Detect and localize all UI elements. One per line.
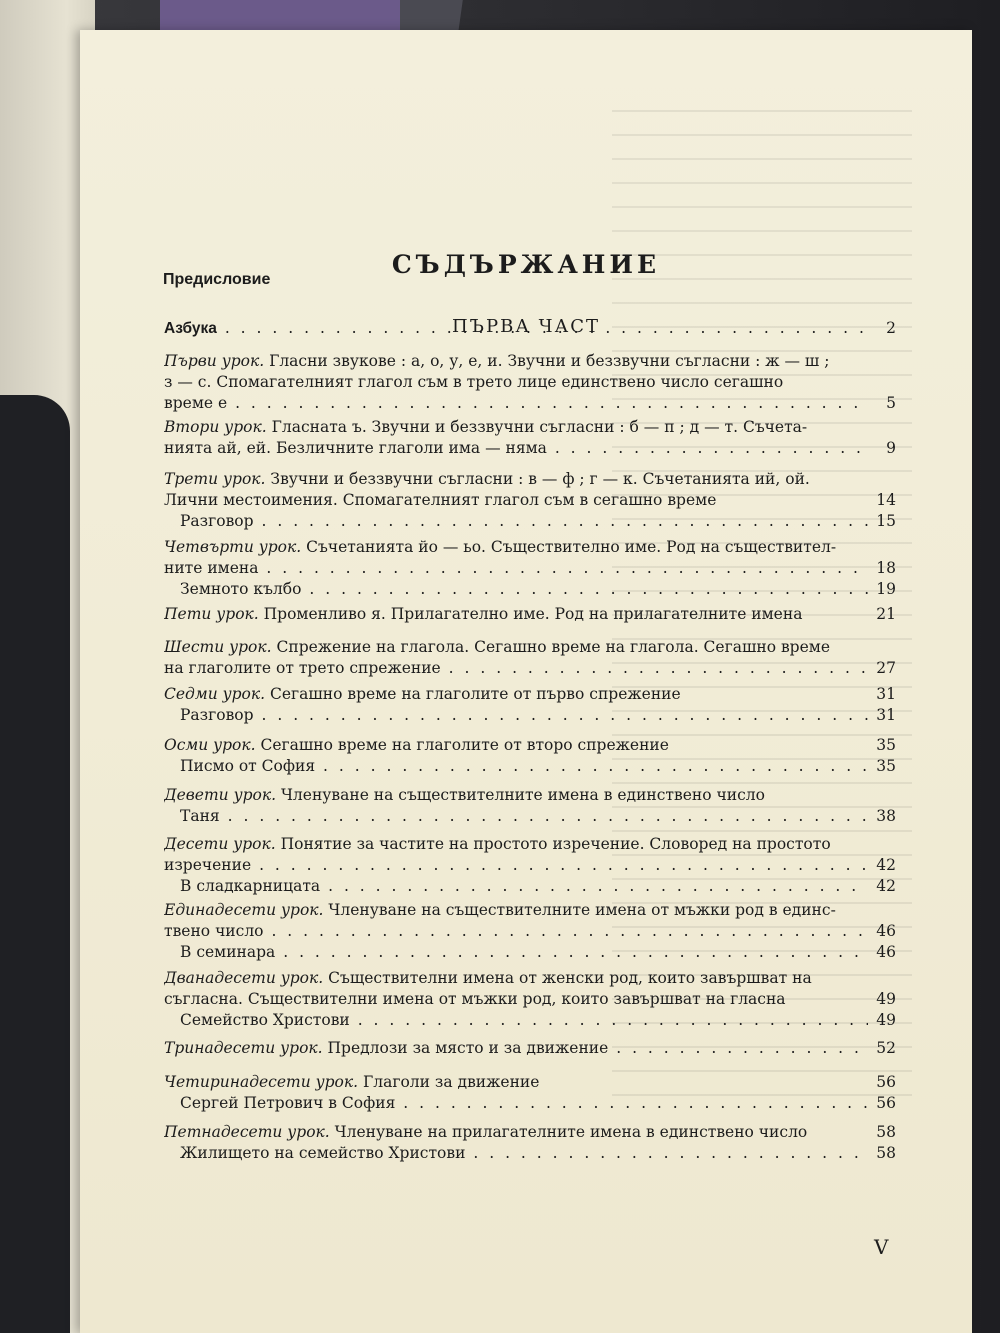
lesson-label: Дванадесети урок. [164,969,324,987]
toc-page-number: 31 [876,685,896,703]
lesson-description: В семинара [180,943,276,961]
lesson-description: Лични местоимения. Спомагателният глагол съм в сегашно време [164,491,717,509]
toc-line-text [180,757,868,775]
toc-line-text [180,706,868,724]
toc-line-text [180,1144,868,1162]
toc-line [164,876,868,897]
toc-line [164,735,868,756]
toc-page-number: 56 [876,1073,896,1091]
toc-entry [164,1072,868,1114]
lesson-label: Петнадесети урок. [164,1123,330,1141]
toc-line [164,318,868,339]
lesson-description: Членуване на съществителните имена от мъжки род в единс- [323,901,836,919]
toc-line [164,705,868,726]
toc-line-text [164,786,765,804]
toc-line [164,579,868,600]
lesson-description: Предлози за място и за движение [322,1039,609,1057]
toc-line [164,785,868,806]
toc-line [164,351,868,372]
toc-line [164,417,868,438]
toc-entry [164,785,868,827]
lesson-description: Сергей Петрович в София [180,1094,396,1112]
toc-entry [164,684,868,726]
lesson-description: съгласна. Съществителни имена от мъжки род, които завършват на гласна [164,990,786,1008]
toc-line-text [164,856,868,874]
toc-line [164,968,868,989]
toc-line [164,1010,868,1031]
toc-line-text [164,736,669,754]
toc-line-text [180,1011,868,1029]
toc-page-number: 18 [876,559,896,577]
page-number: V [874,1235,889,1259]
lesson-description: Жилището на семейство Христови [180,1144,466,1162]
toc-line-text [180,877,868,895]
toc-page-number: 58 [876,1123,896,1141]
lesson-description: Таня [180,807,220,825]
lesson-label: Пети урок. [164,605,259,623]
toc-page-number: 58 [876,1144,896,1162]
lesson-description: изречение [164,856,252,874]
toc-line-text [164,491,716,509]
toc-page-number: 9 [886,439,896,457]
toc-entry [164,900,868,963]
toc-line-text [164,373,783,391]
toc-entry [164,351,868,414]
toc-line-text [180,512,868,530]
toc-line [164,921,868,942]
toc-page-number: 15 [876,512,896,530]
toc-page-number: 5 [886,394,896,412]
lesson-description: ните имена [164,559,259,577]
toc-page-number: 38 [876,807,896,825]
toc-line [164,393,868,414]
toc-page-number: 52 [876,1039,896,1057]
lesson-description: Съчетанията йо — ьо. Съществително име. Род на съществител- [301,538,837,556]
toc-line [164,511,868,532]
lesson-description: Семейство Христови [180,1011,350,1029]
toc-line-text [164,659,868,677]
toc-page-number: 42 [876,856,896,874]
toc-page-number: 46 [876,922,896,940]
toc-line [164,1093,868,1114]
toc-entry [164,1038,868,1059]
lesson-label: Шести урок. [164,638,272,656]
toc-line-text [164,990,786,1008]
toc-page-number: 21 [876,605,896,623]
toc-line-text [164,559,868,577]
lesson-description: Разговор [180,512,254,530]
lesson-description: з — с. Спомагателният глагол съм в трето лице единствено число сегашно [164,373,784,391]
toc-line [164,637,868,658]
toc-entry [164,604,868,625]
toc-line-text [164,638,830,656]
lesson-description: твено число [164,922,264,940]
lesson-description: Сегашно време на глаголите от първо спрежение [265,685,681,703]
lesson-description: Сегашно време на глаголите от второ спрежение [255,736,669,754]
toc-page-number: 2 [886,319,896,337]
toc-line [164,1143,868,1164]
toc-entry [164,834,868,897]
toc-line [164,1122,868,1143]
toc-line [164,756,868,777]
page-title: СЪДЪРЖАНИЕ [391,250,661,279]
lesson-description: Разговор [180,706,254,724]
toc-line [164,684,868,705]
toc-page-number: 46 [876,943,896,961]
toc-page-number: 56 [876,1094,896,1112]
toc-line-text [164,1073,539,1091]
toc-line-text [164,470,810,488]
toc-entry [164,735,868,777]
toc-line [164,989,868,1010]
lesson-label: Четвърти урок. [164,538,302,556]
lesson-description: Понятие за частите на простото изречение. Словоред на простото [275,835,831,853]
toc-line [164,604,868,625]
toc-page-number: 35 [876,736,896,754]
toc-line [164,438,868,459]
lesson-label: Втори урок. [164,418,267,436]
toc-line [164,490,868,511]
toc-line-text [164,352,829,370]
toc-line [164,558,868,579]
lesson-description: Земното кълбо [180,580,302,598]
toc-line-text [164,1039,868,1057]
toc-line [164,834,868,855]
lesson-label: Четиринадесети урок. [164,1073,359,1091]
toc-line-text [180,807,868,825]
table-of-contents [80,30,972,1333]
toc-line-text [164,418,807,436]
toc-entry [164,537,868,600]
toc-line-text [164,319,868,337]
toc-page-number: 14 [876,491,896,509]
toc-line-text [164,605,802,623]
toc-line-text [180,580,868,598]
toc-line [164,1072,868,1093]
toc-line [164,900,868,921]
toc-page-number: 49 [876,1011,896,1029]
dark-foreground-object [0,395,70,1333]
lesson-label: Седми урок. [164,685,266,703]
toc-page-number: 35 [876,757,896,775]
toc-line [164,806,868,827]
toc-line [164,942,868,963]
lesson-label: Десети урок. [164,835,276,853]
toc-line-text [164,394,868,412]
lesson-description: нията ай, ей. Безличните глаголи има — няма [164,439,547,457]
lesson-description: Писмо от София [180,757,316,775]
toc-page-number: 49 [876,990,896,1008]
lesson-label: Тринадесети урок. [164,1039,323,1057]
toc-entry [164,637,868,679]
toc-entry [164,417,868,459]
lesson-label: Трети урок. [164,470,266,488]
toc-line-text [180,1094,868,1112]
lesson-label: Първи урок. [164,352,265,370]
toc-page-number: 42 [876,877,896,895]
toc-line-text [164,685,681,703]
toc-line [164,1038,868,1059]
toc-line-text [164,538,836,556]
toc-line [164,372,868,393]
toc-line-text [164,922,868,940]
toc-page-number: 19 [876,580,896,598]
toc-line-text [164,901,836,919]
toc-line [164,537,868,558]
lesson-description: Гласната ъ. Звучни и беззвучни съгласни : б — п ; д — т. Съчета- [266,418,808,436]
lesson-description: В сладкарницата [180,877,321,895]
toc-line-text [164,835,831,853]
lesson-description: Съществителни имена от женски род, които завършват на [323,969,812,987]
part-title: ПЪРВА ЧАСТ [451,316,600,337]
lesson-description: Спрежение на глагола. Сегашно време на глагола. Сегашно време [271,638,831,656]
lesson-label: Девети урок. [164,786,277,804]
lesson-description: Звучни и беззвучни съгласни : в — ф ; г — к. Съчетанията ий, ой. [265,470,810,488]
toc-entry [164,469,868,532]
lesson-label: Азбука [164,320,217,337]
preface-entry: Предисловие [163,271,271,288]
toc-line [164,469,868,490]
toc-page-number: 31 [876,706,896,724]
toc-entry [164,1122,868,1164]
lesson-description: Членуване на съществителните имена в единствено число [276,786,765,804]
lesson-description: Глаголи за движение [358,1073,540,1091]
toc-entry [164,318,868,339]
lesson-description: Гласни звукове : а, о, у, е, и. Звучни и беззвучни съгласни : ж — ш ; [264,352,830,370]
toc-entry [164,968,868,1031]
lesson-label: Осми урок. [164,736,256,754]
toc-page-number: 27 [876,659,896,677]
toc-line [164,658,868,679]
lesson-description: Променливо я. Прилагателно име. Род на прилагателните имена [258,605,803,623]
toc-line-text [180,943,868,961]
toc-line-text [164,439,868,457]
lesson-description: на глаголите от трето спрежение [164,659,441,677]
lesson-label: Единадесети урок. [164,901,324,919]
toc-line-text [164,969,812,987]
lesson-description: време е [164,394,228,412]
toc-line-text [164,1123,807,1141]
lesson-description: Членуване на прилагателните имена в единствено число [329,1123,808,1141]
toc-line [164,855,868,876]
